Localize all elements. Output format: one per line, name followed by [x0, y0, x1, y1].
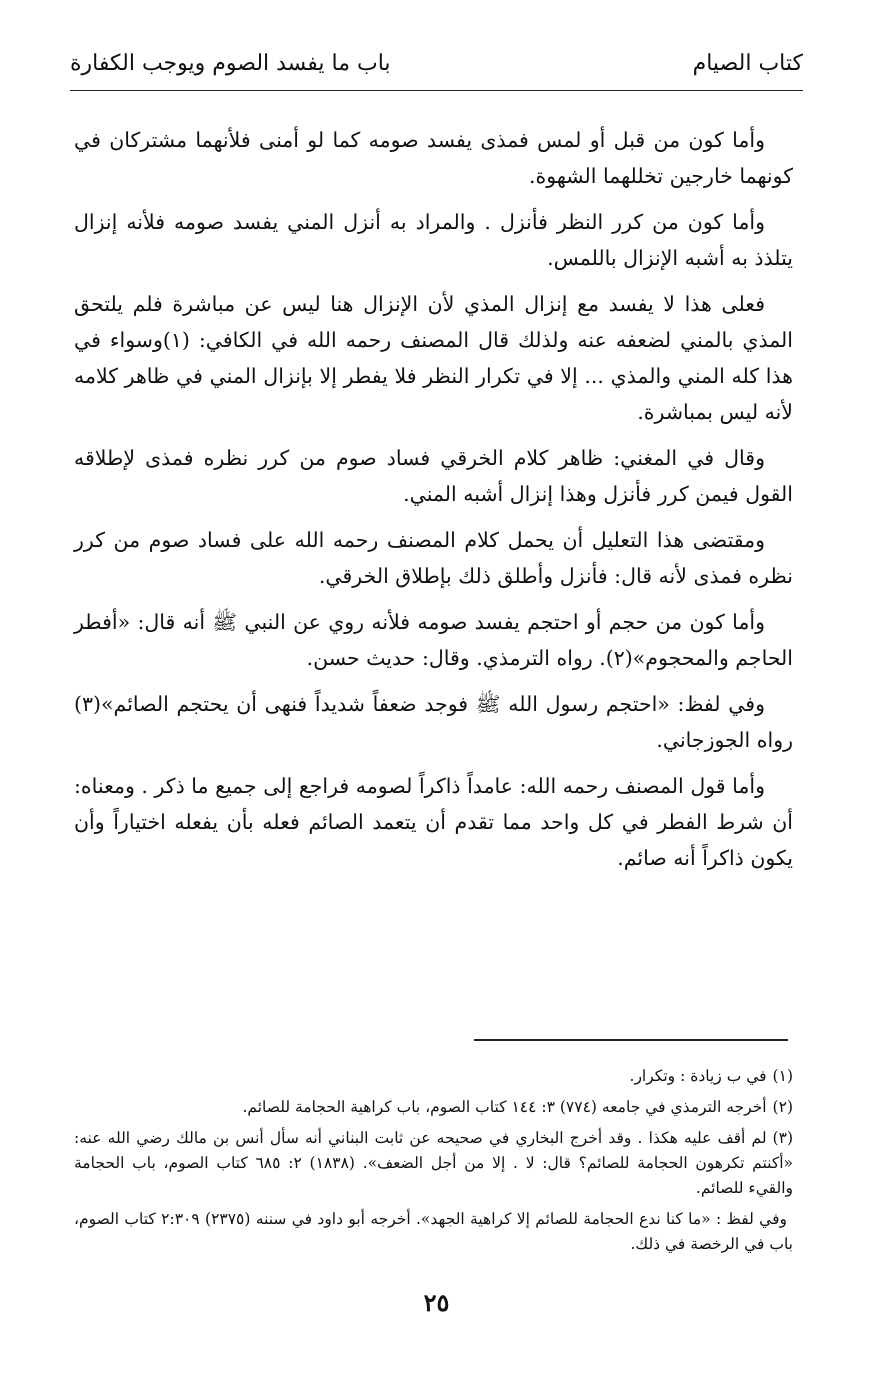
paragraph: ومقتضى هذا التعليل أن يحمل كلام المصنف رحمه الله على فساد صوم من كرر نظره فمذى لأنه قال: فأنزل وأطلق ذلك بإطلاق الخرقي. — [74, 528, 793, 588]
footnote-text: أخرجه الترمذي في جامعه (٧٧٤) ٣: ١٤٤ كتاب الصوم، باب كراهية الحجامة للصائم. — [242, 1098, 767, 1116]
footnote-number: (٢) — [772, 1098, 793, 1116]
paragraph: وأما كون من قبل أو لمس فمذى يفسد صومه كما لو أمنى فلأنهما مشتركان في كونهما خارجين تخللهما الشهوة. — [74, 128, 793, 188]
main-text — [74, 122, 793, 886]
footnote-text: وفي لفظ : «ما كنا ندع الحجامة للصائم إلا كراهية الجهد». أخرجه أبو داود في سننه (٢٣٧٥) ٢:٣٠٩ كتاب الصوم، باب في الرخصة في ذلك. — [74, 1210, 793, 1253]
footnote-rule — [474, 1039, 788, 1041]
paragraph: وأما كون من كرر النظر فأنزل . والمراد به أنزل المني يفسد صومه فلأنه إنزال يتلذذ به أشبه الإنزال باللمس. — [74, 210, 793, 270]
paragraph: وأما كون من حجم أو احتجم يفسد صومه فلأنه روي عن النبي ﷺ أنه قال: «أفطر الحاجم والمحجوم»(٢). رواه الترمذي. وقال: حديث حسن. — [74, 610, 793, 670]
footnote — [74, 1126, 793, 1201]
chapter-title: باب ما يفسد الصوم ويوجب الكفارة — [70, 51, 391, 76]
footnote-text: في ب زيادة : وتكرار. — [629, 1067, 767, 1085]
paragraph: وأما قول المصنف رحمه الله: عامداً ذاكراً لصومه فراجع إلى جميع ما ذكر . ومعناه: أن شرط الفطر في كل واحد مما تقدم أن يتعمد الصائم فعله بأن يفعله اختياراً وأن يكون ذاكراً أنه صائم. — [74, 774, 793, 870]
footnote — [74, 1207, 793, 1257]
footnote-text: لم أقف عليه هكذا . وقد أخرج البخاري في صحيحه عن ثابت البناني أنه سأل أنس بن مالك رضي الله عنه: «أكنتم تكرهون الحجامة للصائم؟ قال: لا . إلا من أجل الضعف». (١٨٣٨) ٢: ٦٨٥ كتاب الصوم، باب الحجامة والقيء للصائم. — [74, 1129, 793, 1197]
footnotes — [74, 1064, 793, 1263]
paragraph: فعلى هذا لا يفسد مع إنزال المذي لأن الإنزال هنا ليس عن مباشرة فلم يلتحق المذي بالمني لضعفه عنه ولذلك قال المصنف رحمه الله في الكافي: (١)وسواء في هذا كله المني والمذي ... إلا في تكرار النظر فلا يفطر إلا بإنزال المني في ظاهر كلامه لأنه ليس بمباشرة. — [74, 292, 793, 424]
paragraph: وفي لفظ: «احتجم رسول الله ﷺ فوجد ضعفاً شديداً فنهى أن يحتجم الصائم»(٣) رواه الجوزجاني. — [74, 692, 793, 752]
footnote — [74, 1095, 793, 1120]
footnote — [74, 1064, 793, 1089]
paragraph: وقال في المغني: ظاهر كلام الخرقي فساد صوم من كرر نظره فمذى لإطلاقه القول فيمن كرر فأنزل وهذا إنزال أشبه المني. — [74, 446, 793, 506]
footnote-number: (٣) — [772, 1129, 793, 1147]
footnote-number: (١) — [772, 1067, 793, 1085]
header-rule — [70, 90, 803, 91]
page-number: ٢٥ — [423, 1288, 450, 1317]
running-header — [70, 45, 803, 85]
book-title: كتاب الصيام — [692, 51, 803, 76]
